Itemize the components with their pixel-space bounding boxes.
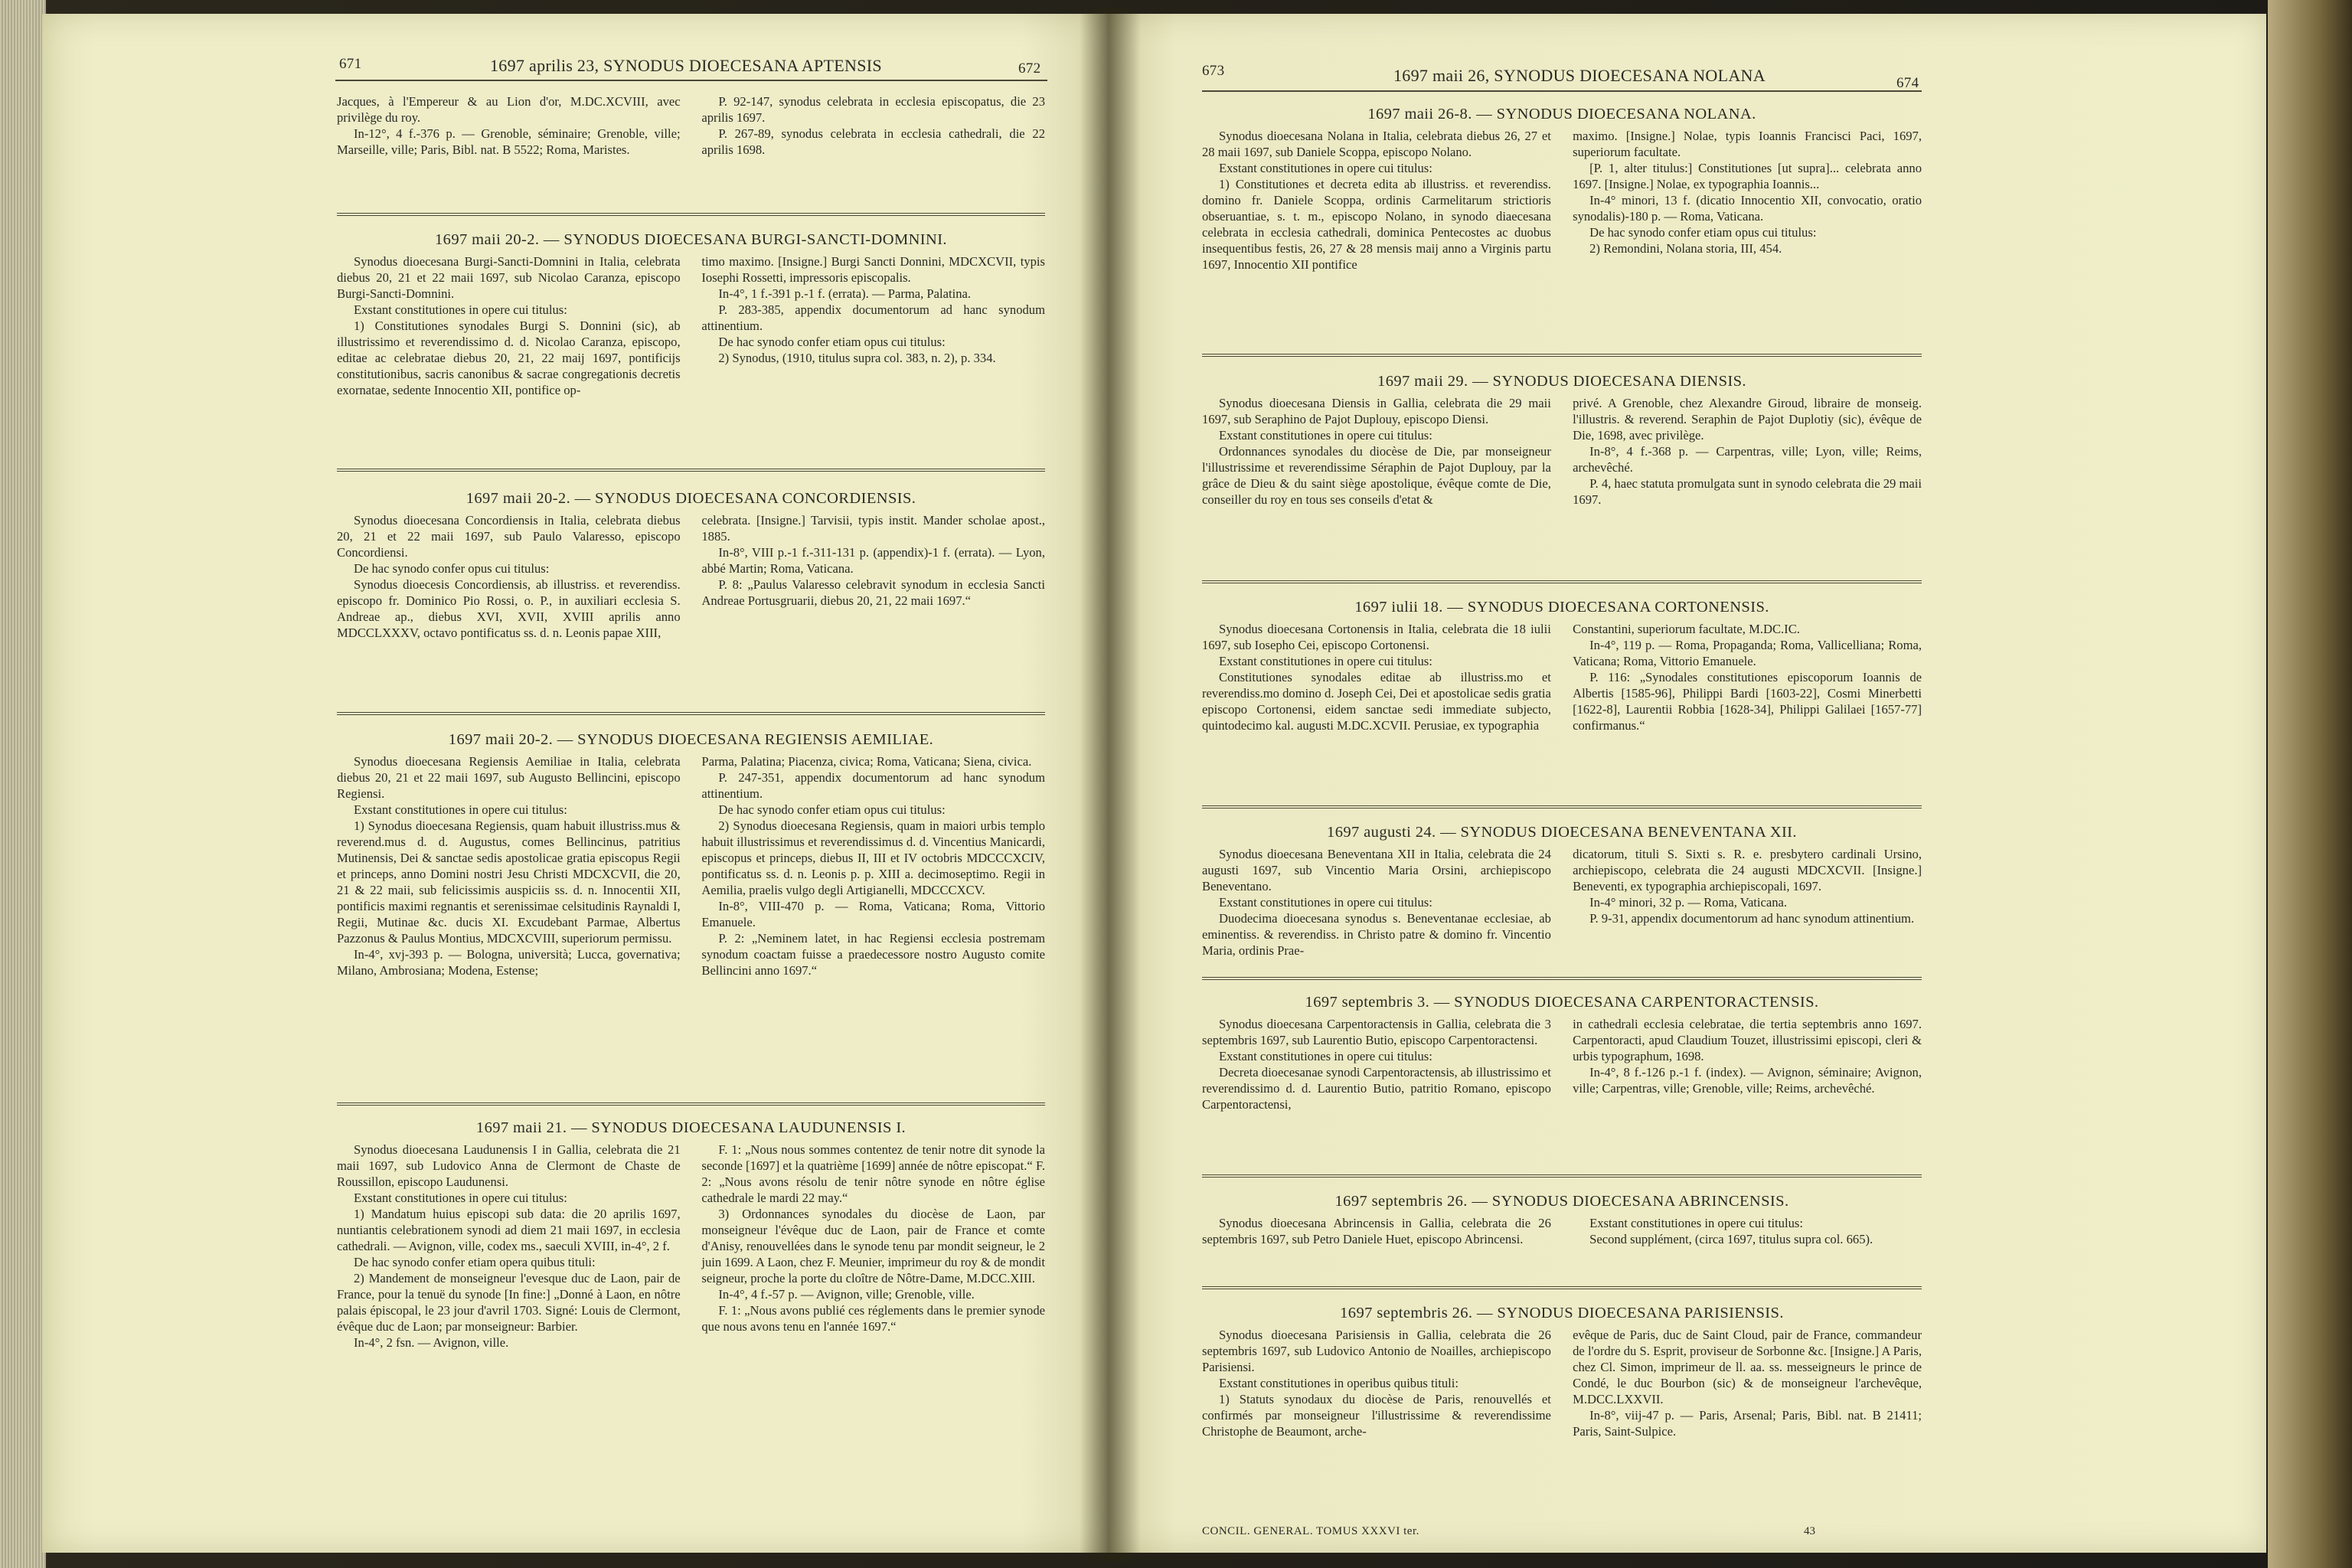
paragraph: De hac synodo confer etiam opera quibus tituli: — [354, 1255, 596, 1269]
section-col-2 — [1573, 846, 1922, 959]
section-col-1 — [1202, 1327, 1551, 1439]
signature-mark: 43 — [1804, 1525, 1815, 1537]
section-col-1 — [1202, 395, 1551, 508]
section-col-2 — [701, 753, 1045, 978]
paragraph: in cathedrali ecclesia celebratae, die tertia septembris anno 1697. Carpentoracti, apud Claudium Touzet, illustrissimi episcopi, cleri & urbis typographum, 1698. — [1573, 1017, 1922, 1063]
paragraph: Exstant constitutiones in opere cui titulus: — [1219, 161, 1432, 175]
paragraph: Exstant constitutiones in opere cui titulus: — [1219, 895, 1432, 910]
paragraph: Ordonnances synodales du diocèse de Die, par monseigneur l'illustrissime et reverendissime Séraphin de Pajot Duplouy, par la grâce de Dieu & du saint siège apostolique, évêque comte de Die, conseiller du roy en tous ses conseils d'etat & — [1202, 444, 1551, 507]
paragraph: Synodus dioecesana Parisiensis in Gallia, celebrata die 26 septembris 1697, sub Ludovico Antonio de Noailles, archiepiscopo Parisiensi. — [1202, 1328, 1551, 1374]
left-running-title: 1697 aprilis 23, SYNODUS DIOECESANA APTENSIS — [490, 56, 882, 75]
right-page-number: 673 — [1202, 63, 1225, 79]
section-col-1 — [1202, 621, 1551, 733]
section-col-1 — [1202, 1215, 1551, 1247]
paragraph: 1) Constitutiones synodales Burgi S. Donnini (sic), ab illustrissimo et reverendissimo d. d. Nicolao Caranza, episcopo, editae ac celebratae diebus 20, 21, 22 maij 1697, pontificijs constitutionibus, sacris canonibus & sacrae congregationis decretis exornatae, sedente Innocentio XII, pontifice op- — [337, 318, 681, 397]
section-col-1 — [337, 512, 681, 641]
paragraph: privé. A Grenoble, chez Alexandre Giroud, libraire de monseig. l'illustris. & reverend. Seraphin de Pajot Duplotiy (sic), évêque de Die, 1698, avec privilège. — [1573, 396, 1922, 443]
left-continuation — [337, 93, 1045, 158]
paragraph: Exstant constitutiones in opere cui titulus: — [1219, 1049, 1432, 1063]
section-col-1 — [337, 253, 681, 398]
paragraph: Synodus dioecesana Diensis in Gallia, celebrata die 29 maii 1697, sub Seraphino de Pajot Duplouy, episcopo Diensi. — [1202, 396, 1551, 426]
section-col-1 — [1202, 128, 1551, 273]
paragraph: De hac synodo confer etiam opus cui titulus: — [718, 335, 946, 349]
paragraph: celebrata. [Insigne.] Tarvisii, typis instit. Mander scholae apost., 1885. — [701, 513, 1045, 544]
section-parisiensis — [1202, 1305, 1922, 1439]
section-title: 1697 septembris 26. — SYNODUS DIOECESANA ABRINCENSIS. — [1334, 1193, 1789, 1210]
section-divider — [337, 469, 1045, 472]
paragraph: In-8°, VIII-470 p. — Roma, Vaticana; Roma, Vittorio Emanuele. — [701, 899, 1045, 929]
footer-tome: CONCIL. GENERAL. TOMUS XXXVI ter. — [1202, 1525, 1419, 1537]
section-col-1 — [337, 1142, 681, 1351]
section-divider — [337, 1102, 1045, 1106]
paragraph: In-4° minori, 13 f. (dicatio Innocentio XII, convocatio, oratio synodalis)-180 p. — Roma, Vaticana. — [1573, 193, 1922, 224]
right-page-number-2: 674 — [1896, 75, 1919, 91]
section-title: 1697 augusti 24. — SYNODUS DIOECESANA BENEVENTANA XII. — [1327, 824, 1797, 841]
paragraph: Constitutiones synodales editae ab illustriss.mo et reverendiss.mo domino d. Joseph Cei, Dei et apostolicae sedis gratia episcopo Cortonensi, eidem sanctae sedi immediate subjecto, quintodecimo kal. augusti M.DC.XCVII. Perusiae, ex typographia — [1202, 670, 1551, 733]
section-abrincensis — [1202, 1193, 1922, 1247]
paragraph: In-4°, 8 f.-126 p.-1 f. (index). — Avignon, séminaire; Avignon, ville; Carpentras, ville; Grenoble, ville; Reims, archevêché. — [1573, 1065, 1922, 1096]
paragraph: In-8°, viij-47 p. — Paris, Arsenal; Paris, Bibl. nat. B 21411; Paris, Saint-Sulpice. — [1573, 1408, 1922, 1439]
paragraph: P. 92-147, synodus celebrata in ecclesia episcopatus, die 23 aprilis 1697. — [701, 94, 1045, 125]
paragraph: De hac synodo confer opus cui titulus: — [354, 561, 550, 576]
paragraph: timo maximo. [Insigne.] Burgi Sancti Donnini, MDCXCVII, typis Iosephi Rossetti, impressoris episcopalis. — [701, 254, 1045, 285]
section-title: 1697 maii 20-2. — SYNODUS DIOECESANA BURGI-SANCTI-DOMNINI. — [435, 231, 947, 248]
paragraph: evêque de Paris, duc de Saint Cloud, pair de France, commandeur de l'ordre du S. Esprit, proviseur de Sorbonne &c. [Insigne.] A Paris, chez Cl. Simon, imprimeur de ll. aa. ss. messeigneurs le prince de Condé, le duc Bourbon (sic) & de monseigneur l'archevêque, M.DCC.LXXVII. — [1573, 1328, 1922, 1406]
section-title: 1697 maii 20-2. — SYNODUS DIOECESANA CONCORDIENSIS. — [466, 490, 916, 507]
paragraph: 1) Statuts synodaux du diocèse de Paris, renouvellés et confirmés par monseigneur l'illustrissime & reverendissime Christophe de Beaumont, arche- — [1202, 1392, 1551, 1439]
paragraph: Synodus dioecesana Nolana in Italia, celebrata diebus 26, 27 et 28 maii 1697, sub Daniele Scoppa, episcopo Nolano. — [1202, 129, 1551, 159]
paragraph: De hac synodo confer etiam opus cui titulus: — [718, 802, 946, 817]
paragraph: De hac synodo confer etiam opus cui titulus: — [1589, 225, 1817, 240]
paragraph: Synodus dioecesana Carpentoractensis in Gallia, celebrata die 3 septembris 1697, sub Laurentio Butio, episcopo Carpentoractensi. — [1202, 1017, 1551, 1047]
book-page-edges-left — [0, 0, 46, 1568]
section-regiensis-aemiliae — [337, 731, 1045, 978]
paragraph: In-4°, xvj-393 p. — Bologna, università; Lucca, governativa; Milano, Ambrosiana; Modena, Estense; — [337, 947, 681, 978]
paragraph: P. 2: „Neminem latet, in hac Regiensi ecclesia postremam synodum coactam fuisse a praedecessore nostro Augusto comite Bellincini anno 1697.“ — [701, 931, 1045, 978]
paragraph: F. 1: „Nous avons publié ces réglements dans le premier synode que nous avons tenu en l'année 1697.“ — [701, 1303, 1045, 1334]
paragraph: Synodus dioecesana Burgi-Sancti-Domnini in Italia, celebrata diebus 20, 21 et 22 maii 1697, sub Nicolao Caranza, episcopo Burgi-Sancti-Domnini. — [337, 254, 681, 301]
paragraph: Exstant constitutiones in operibus quibus tituli: — [1219, 1376, 1459, 1390]
section-title: 1697 maii 21. — SYNODUS DIOECESANA LAUDUNENSIS I. — [475, 1119, 906, 1136]
section-carpentoractensis — [1202, 994, 1922, 1112]
left-page-number: 671 — [339, 56, 362, 72]
paragraph: In-4°, 4 f.-57 p. — Avignon, ville; Grenoble, ville. — [718, 1287, 975, 1302]
paragraph: Exstant constitutiones in opere cui titulus: — [354, 1191, 567, 1205]
right-running-title: 1697 maii 26, SYNODUS DIOECESANA NOLANA — [1393, 66, 1766, 85]
section-laudunensis — [337, 1119, 1045, 1351]
paragraph: Synodus dioecesana Abrincensis in Gallia, celebrata die 26 septembris 1697, sub Petro Daniele Huet, episcopo Abrincensi. — [1202, 1216, 1551, 1246]
paragraph: Exstant constitutiones in opere cui titulus: — [1589, 1216, 1803, 1230]
book-gutter — [1080, 8, 1141, 1562]
section-col-1 — [337, 753, 681, 978]
paragraph: P. 283-385, appendix documentorum ad hanc synodum attinentium. — [701, 302, 1045, 333]
right-header-rule — [1202, 90, 1922, 92]
section-divider — [337, 712, 1045, 715]
section-beneventana — [1202, 824, 1922, 959]
paragraph: In-8°, VIII p.-1 f.-311-131 p. (appendix)-1 f. (errata). — Lyon, abbé Martin; Roma, Vaticana. — [701, 545, 1045, 576]
paragraph: maximo. [Insigne.] Nolae, typis Ioannis Francisci Paci, 1697, superiorum facultate. — [1573, 129, 1922, 159]
paragraph: Second supplément, (circa 1697, titulus supra col. 665). — [1589, 1232, 1873, 1246]
section-divider — [1202, 1286, 1922, 1289]
paragraph: P. 9-31, appendix documentorum ad hanc synodum attinentium. — [1589, 911, 1915, 926]
paragraph: 3) Ordonnances synodales du diocèse de Laon, par monseigneur l'évêque duc de Laon, pair de France et comte d'Anisy, renouvellées dans le synode tenu par mondit seigneur, le 2 juin 1699. A Laon, chez F. Meunier, imprimeur du roy & de mondit seigneur, proche la porte du cloître de Nôtre-Dame, M.DCC.XIII. — [701, 1207, 1045, 1285]
section-burgi-sancti-domnini — [337, 231, 1045, 398]
section-col-1 — [1202, 1016, 1551, 1112]
section-divider — [337, 213, 1045, 216]
paragraph: P. 247-351, appendix documentorum ad hanc synodum attinentium. — [701, 770, 1045, 801]
section-col-2 — [1573, 128, 1922, 273]
section-col-1 — [1202, 846, 1551, 959]
paragraph: In-4°, 1 f.-391 p.-1 f. (errata). — Parma, Palatina. — [718, 286, 972, 301]
paragraph: 2) Synodus, (1910, titulus supra col. 383, n. 2), p. 334. — [718, 351, 996, 365]
section-col-2 — [1573, 1327, 1922, 1439]
paragraph: P. 4, haec statuta promulgata sunt in synodo celebrata die 29 maii 1697. — [1573, 476, 1922, 507]
paragraph: In-4°, 2 fsn. — Avignon, ville. — [354, 1335, 509, 1350]
section-title: 1697 maii 26-8. — SYNODUS DIOECESANA NOLANA. — [1367, 106, 1756, 122]
section-col-2 — [701, 512, 1045, 641]
paragraph: [P. 1, alter titulus:] Constitutiones [ut supra]... celebrata anno 1697. [Insigne.] Nolae, ex typographia Ioannis... — [1573, 161, 1922, 191]
section-col-2 — [1573, 1215, 1922, 1247]
section-cortonensis — [1202, 599, 1922, 733]
paragraph: Synodus dioecesana Regiensis Aemiliae in Italia, celebrata diebus 20, 21 et 22 maii 1697, sub Augusto Bellincini, episcopo Regiensi. — [337, 754, 681, 801]
section-diensis — [1202, 373, 1922, 508]
paragraph: 1) Synodus dioecesana Regiensis, quam habuit illustriss.mus & reverend.mus d. d. Augustus, comes Bellincinus, patritius Mutinensis, Dei & sanctae sedis apostolicae gratia episcopus Regii et princeps, anno Domini nostri Jesu Christi MDCXCVII, die 20, 21 & 22 maii, sub felicissimis auspiciis ss. d. n. Innocentii XII, pontificis maximi regnantis et serenissimae celsitudinis Raynaldi I, Regii, Mutinae &c. ducis XI. Excudebant Parmae, Albertus Pazzonus & Paulus Montius, MDCXCVIII, superiorum permissu. — [337, 818, 681, 946]
paragraph: In-12°, 4 f.-376 p. — Grenoble, séminaire; Grenoble, ville; Marseille, ville; Paris, Bibl. nat. B 5522; Roma, Maristes. — [337, 126, 681, 157]
paragraph: 2) Remondini, Nolana storia, III, 454. — [1589, 241, 1782, 256]
paragraph: Synodus dioecesana Beneventana XII in Italia, celebrata die 24 augusti 1697, sub Vincentio Maria Orsini, archiepiscopo Beneventano. — [1202, 847, 1551, 893]
paragraph: Synodus dioecesana Concordiensis in Italia, celebrata diebus 20, 21 et 22 maii 1697, sub Paulo Valaresso, episcopo Concordiensi. — [337, 513, 681, 560]
section-title: 1697 maii 29. — SYNODUS DIOECESANA DIENSIS. — [1377, 373, 1746, 390]
paragraph: F. 1: „Nous nous sommes contentez de tenir notre dit synode la seconde [1697] et la quatrième [1699] année de nôtre episcopat.“ F. 2: „Nous avons résolu de tenir nôtre synode en nôtre église cathedrale le mardi 22 may.“ — [701, 1142, 1045, 1205]
section-col-2 — [1573, 1016, 1922, 1112]
paragraph: Parma, Palatina; Piacenza, civica; Roma, Vaticana; Siena, civica. — [701, 754, 1032, 769]
paragraph: dicatorum, tituli S. Sixti s. R. e. presbytero cardinali Ursino, archiepiscopo, celebrata die 24 augusti MDCXCVII. [Insigne.] Beneventi, ex typographia archiepiscopali, 1697. — [1573, 847, 1922, 893]
section-divider — [1202, 1174, 1922, 1178]
paragraph: Exstant constitutiones in opere cui titulus: — [1219, 428, 1432, 443]
left-header-rule — [335, 80, 1047, 81]
paragraph: Synodus dioecesis Concordiensis, ab illustriss. et reverendiss. episcopo fr. Dominico Pio Rossi, o. P., in auxiliari ecclesia S. Andreae ap., diebus XVI, XVII, XVIII aprilis anno MDCCLXXXV, octavo pontificatus ss. d. n. Leonis papae XIII, — [337, 577, 681, 640]
paragraph: Exstant constitutiones in opere cui titulus: — [354, 802, 567, 817]
paragraph: Duodecima dioecesana synodus s. Beneventanae ecclesiae, ab eminentiss. & reverendiss. in Christo patre & domino fr. Vincentio Maria, ordinis Prae- — [1202, 911, 1551, 958]
section-divider — [1202, 977, 1922, 980]
continuation-col-1 — [337, 93, 681, 158]
paragraph: Jacques, à l'Empereur & au Lion d'or, M.DC.XCVIII, avec privilège du roy. — [337, 94, 681, 125]
paragraph: Constantini, superiorum facultate, M.DC.IC. — [1573, 622, 1800, 636]
section-col-2 — [701, 1142, 1045, 1351]
section-divider — [1202, 805, 1922, 808]
section-title: 1697 maii 20-2. — SYNODUS DIOECESANA REGIENSIS AEMILIAE. — [448, 731, 934, 748]
paragraph: Synodus dioecesana Laudunensis I in Gallia, celebrata die 21 maii 1697, sub Ludovico Anna de Clermont de Chaste de Roussillon, episcopo Laudunensi. — [337, 1142, 681, 1189]
paragraph: Decreta dioecesanae synodi Carpentoractensis, ab illustrissimo et reverendissimo d. d. Laurentio Butio, patritio Romano, episcopo Carpentoractensi, — [1202, 1065, 1551, 1112]
section-col-2 — [1573, 395, 1922, 508]
section-title: 1697 septembris 26. — SYNODUS DIOECESANA PARISIENSIS. — [1340, 1305, 1784, 1321]
paragraph: 1) Constitutiones et decreta edita ab illustriss. et reverendiss. domino fr. Daniele Scoppa, ordinis Carmelitarum strictioris obseruantiae, s. t. m., episcopo Nolano, in synodo diaecesana celebrata in ecclesia cathedrali, dominica Pentecostes ac duobus insequentibus festis, 26, 27 & 28 mensis maij anno a Virginis partu 1697, Innocentio XII pontifice — [1202, 177, 1551, 272]
continuation-col-2 — [701, 93, 1045, 158]
section-col-2 — [701, 253, 1045, 398]
section-concordiensis — [337, 490, 1045, 641]
section-col-2 — [1573, 621, 1922, 733]
section-divider — [1202, 354, 1922, 357]
paragraph: In-4° minori, 32 p. — Roma, Vaticana. — [1589, 895, 1788, 910]
section-title: 1697 iulii 18. — SYNODUS DIOECESANA CORTONENSIS. — [1354, 599, 1769, 616]
paragraph: In-8°, 4 f.-368 p. — Carpentras, ville; Lyon, ville; Reims, archevêché. — [1573, 444, 1922, 475]
section-title: 1697 septembris 3. — SYNODUS DIOECESANA CARPENTORACTENSIS. — [1305, 994, 1819, 1011]
paragraph: Exstant constitutiones in opere cui titulus: — [354, 302, 567, 317]
paragraph: 1) Mandatum huius episcopi sub data: die 20 aprilis 1697, nuntiantis celebrationem synodi ad diem 21 maii 1697, in ecclesia cathedrali. — Avignon, ville, codex ms., saeculi XVIII, in-4°, 2 f. — [337, 1207, 681, 1253]
paragraph: In-4°, 119 p. — Roma, Propaganda; Roma, Vallicelliana; Roma, Vaticana; Roma, Vittorio Emanuele. — [1573, 638, 1922, 668]
left-page-number-2: 672 — [1018, 60, 1041, 77]
paragraph: 2) Synodus dioecesana Regiensis, quam in maiori urbis templo habuit illustrissimus et reverendissimus d. d. Vincentius Manicardi, episcopus et princeps, diebus II, III et IV octobris MDCCCXCIV, pontificatus ss. d. n. Leonis p. p. XIII a. decimoseptimo. Regii in Aemilia, praelis vulgo degli Artigianelli, MDCCCXCV. — [701, 818, 1045, 897]
paragraph: P. 267-89, synodus celebrata in ecclesia cathedrali, die 22 aprilis 1698. — [701, 126, 1045, 157]
paragraph: P. 116: „Synodales constitutiones episcoporum Ioannis de Albertis [1585-96], Philippi Bardi [1603-22], Cosmi Minerbetti [1622-8], Laurentii Robbia [1628-34], Philippi Galilaei [1657-77] confirmanus.“ — [1573, 670, 1922, 733]
paragraph: P. 8: „Paulus Valaresso celebravit synodum in ecclesia Sancti Andreae Portusgruarii, diebus 20, 21, 22 maii 1697.“ — [701, 577, 1045, 608]
paragraph: Synodus dioecesana Cortonensis in Italia, celebrata die 18 iulii 1697, sub Iosepho Cei, episcopo Cortonensi. — [1202, 622, 1551, 652]
book-cover-edge-right — [2268, 0, 2352, 1568]
section-divider — [1202, 580, 1922, 583]
paragraph: 2) Mandement de monseigneur l'evesque duc de Laon, pair de France, pour la tenuë du synode [In fine:] „Donné à Laon, en nôtre palais épiscopal, le 23 jour d'avril 1703. Signé: Louis de Clermont, évêque duc de Laon; par monseigneur: Barbier. — [337, 1271, 681, 1334]
section-nolana — [1202, 106, 1922, 273]
paragraph: Exstant constitutiones in opere cui titulus: — [1219, 654, 1432, 668]
